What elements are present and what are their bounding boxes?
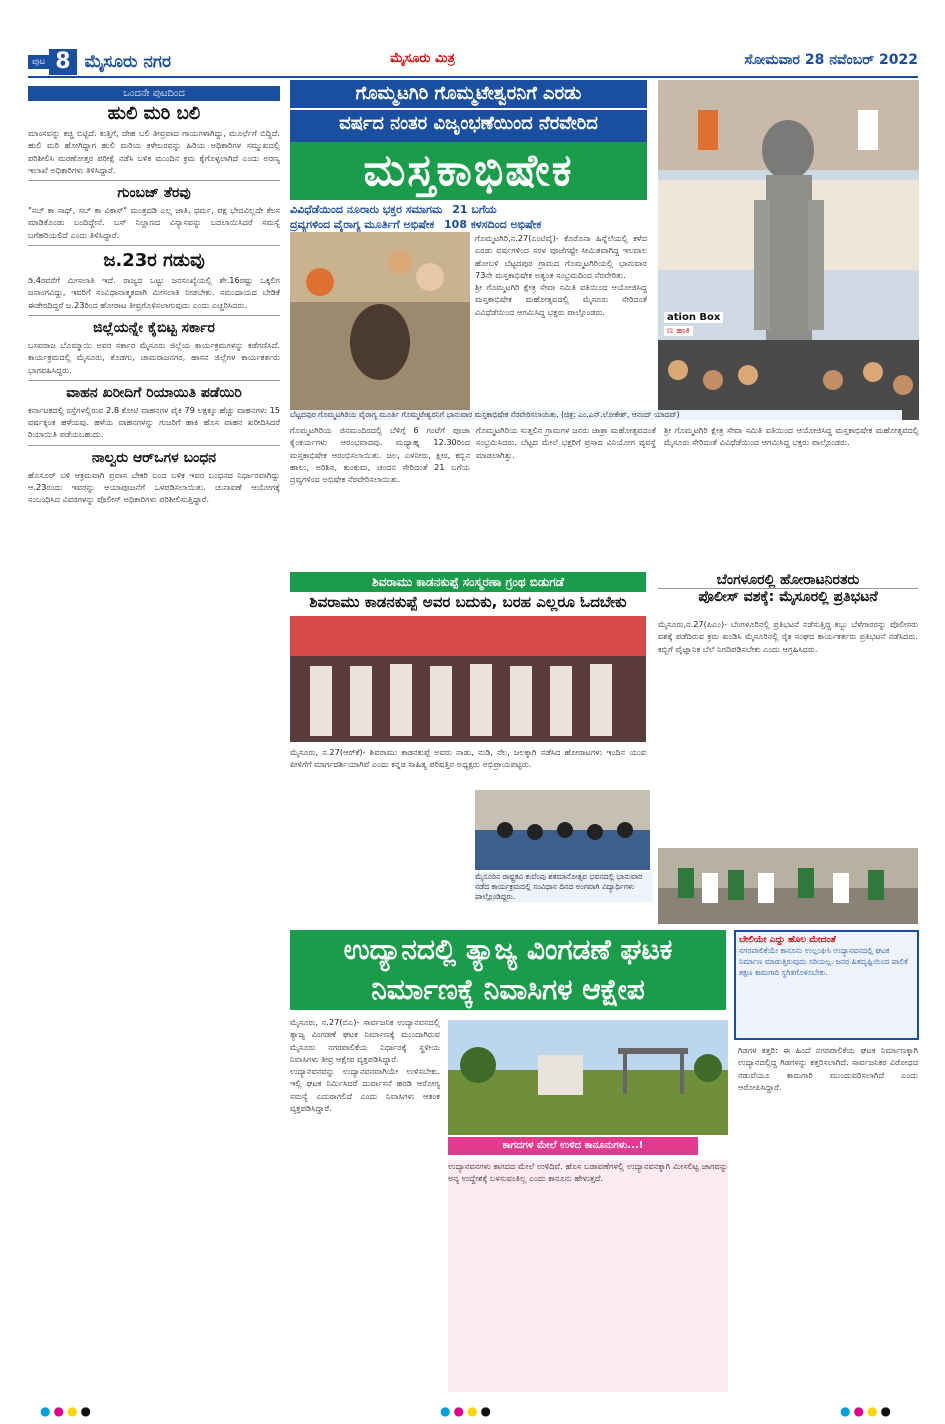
sidebar-text: ನಗರಪಾಲಿಕೆಯೇ ಕಾನೂನು ಉಲ್ಲಂಘಿಸಿ ಉದ್ಯಾನವನದಲ್ಲಿ ಘಟಕ ನಿರ್ಮಾಣ ಮಾಡುತ್ತಿರುವುದು ಸರಿಯಲ್ಲ. ಜನರ ಹಿತದೃಷ್ಟಿಯಿಂದ ಪಾಲಿಕೆ ತಕ್ಷಣ ಕಾಮಗಾರಿ ಸ್ಥಗಿತಗೊಳಿಸಬೇಕು. (739, 946, 908, 977)
udyana-headline-line1: ಉದ್ಯಾನದಲ್ಲಿ ತ್ಯಾಜ್ಯ ವಿಂಗಡಣೆ ಘಟಕ (343, 933, 673, 966)
udyana-col1 (290, 1016, 440, 1392)
registration-dots-right: ●●●● (840, 1404, 894, 1418)
park-photo (448, 1020, 728, 1135)
udyana-col3 (738, 1044, 918, 1392)
main-story-col1 (475, 232, 647, 397)
section-name: ಮೈಸೂರು ನಗರ (84, 52, 171, 72)
udyana-headline-line2: ನಿರ್ಮಾಣಕ್ಕೆ ನಿವಾಸಿಗಳ ಆಕ್ಷೇಪ (371, 973, 645, 1006)
story-body: ಗೊಮ್ಮಟಗಿರಿ,ನ.27(ಎಂಟಿವೈ)- ಕೊರೊನಾ ಹಿನ್ನೆಲೆಯಲ್ಲಿ ಕಳೆದ ಎರಡು ವರ್ಷಗಳಿಂದ ಸರಳ ಪೂಜೆಗಷ್ಟೇ ಸೀಮಿತವಾಗಿದ್ದ ಇಲವಾಲ ಹೋಬಳಿ ಬೆಟ್ಟದಪುರ ಗ್ರಾಮದ ಗೊಮ್ಮಟಗಿರಿಯಲ್ಲಿ ಭಾನುವಾರ 73ನೇ ಮಸ್ತಕಾಭಿಷೇಕ ಅತ್ಯಂತ ಸಂಭ್ರಮದಿಂದ ನೆರವೇರಿತು. (475, 233, 647, 280)
bengaluru-headline (658, 572, 918, 605)
story-body: ಕರ್ನಾಟಕದಲ್ಲಿ ರಸ್ತೆಗಳಲ್ಲಿರುವ 2.8 ಕೋಟಿ ವಾಹನಗಳ ಪೈಕಿ 79 ಲಕ್ಷಕ್ಕೂ ಹೆಚ್ಚು ವಾಹನಗಳು 15 ವರ್ಷಕ್ಕಿಂತ ಹಳೆಯವು. ಹಳೆಯ ವಾಹನಗಳನ್ನು ಗುಜರಿಗೆ ಹಾಕಿ ಹೊಸ ವಾಹನ ಖರೀದಿಸಿದರೆ ರಿಯಾಯಿತಿ ಪಡೆಯಬಹುದು. (28, 404, 280, 440)
continued-tag: ಒಂದನೇ ಪುಟದಿಂದ (28, 86, 280, 101)
story-body: ಶ್ರೀ ಗೊಮ್ಮಟಗಿರಿ ಕ್ಷೇತ್ರ ಸೇವಾ ಸಮಿತಿ ವತಿಯಿಂದ ಆಯೋಜಿಸಿದ್ದ ಮಸ್ತಕಾಭಿಷೇಕ ಮಹೋತ್ಸವದಲ್ಲಿ ಮೈಸೂರು ಸೇರಿದಂತೆ ವಿವಿಧೆಡೆಯಿಂದ ಆಗಮಿಸಿದ್ದ ಭಕ್ತರು ಪಾಲ್ಗೊಂಡರು. (475, 282, 647, 317)
main-deck (290, 202, 647, 232)
udyana-col2 (448, 1160, 728, 1392)
story-body: ಉದ್ಯಾನವನಗಳು ಕಾಗದದ ಮೇಲೆ ಉಳಿದಿವೆ. ಹೊಸ ಬಡಾವಣೆಗಳಲ್ಲಿ ಉದ್ಯಾನವನಕ್ಕಾಗಿ ಮೀಸಲಿಟ್ಟ ಜಾಗವನ್ನು ಅನ್ಯ ಉದ್ದೇಶಕ್ಕೆ ಬಳಸುವಂತಿಲ್ಲ ಎಂದು ಕಾನೂನು ಹೇಳುತ್ತದೆ. (448, 1161, 728, 1184)
deck-item: ದ್ರವ್ಯಗಳಿಂದ ವೈರಾಗ್ಯ ಮೂರ್ತಿಗೆ ಅಭಿಷೇಕ (290, 218, 435, 231)
shivarama-kicker: ಶಿವರಾಮು ಕಾಡನಕುಪ್ಪೆ ಸಂಸ್ಮರಣಾ ಗ್ರಂಥ ಬಿಡುಗಡೆ (290, 572, 646, 592)
main-story-col4 (664, 424, 919, 564)
story-body: ಮೈಸೂರು, ನ.27(ಆರ್‌ಕೆ)- ಶಿವರಾಮು ಕಾಡನಕುಪ್ಪೆ ಅವರು ನಾಡು, ನುಡಿ, ನೆಲ, ಜಲಕ್ಕಾಗಿ ನಡೆಸಿದ ಹೋರಾಟಗಳು ಇಂದಿನ ಯುವ ಪೀಳಿಗೆಗೆ ಮಾರ್ಗದರ್ಶಿಯಾಗಿವೆ ಎಂದು ಕನ್ನಡ ಸಾಹಿತ್ಯ ಪರಿಷತ್ತಿನ ಅಧ್ಯಕ್ಷರು ಅಭಿಪ್ರಾಯಪಟ್ಟರು. (290, 747, 646, 770)
registration-dots-left: ●●●● (40, 1404, 94, 1418)
story-body: ಗೊಮ್ಮಟಗಿರಿಯ ಜಿನಮಂದಿರದಲ್ಲಿ ಬೆಳಿಗ್ಗೆ 6 ಗಂಟೆಗೆ ಪೂಜಾ ಕೈಂಕರ್ಯಗಳು ಆರಂಭವಾದವು. ಮಧ್ಯಾಹ್ನ 12.30ರಿಂದ ಮಸ್ತಕಾಭಿಷೇಕ ಆರಂಭಿಸಲಾಯಿತು. ಜಲ, ಎಳನೀರು, ಕ್ಷೀರ, ಕಬ್ಬಿನ ಹಾಲು, ಅರಿಶಿನ, ಕುಂಕುಮ, ಚಂದನ ಸೇರಿದಂತೆ 21 ಬಗೆಯ ದ್ರವ್ಯಗಳಿಂದ ಅಭಿಷೇಕ ನೆರವೇರಿಸಲಾಯಿತು. (290, 425, 470, 485)
protest-photo (658, 848, 918, 924)
udyana-headline (290, 930, 726, 1010)
story-body: ಡಿ.4ರವರೆಗೆ ಮೀಸಲಾತಿ ಇದೆ. ರಾಜ್ಯದ ಒಟ್ಟು ಜನಸಂಖ್ಯೆಯಲ್ಲಿ ಶೇ.16ರಷ್ಟು ಒಕ್ಕಲಿಗ ಜನಾಂಗವಿದ್ದು, ಇವರಿಗೆ ಸಂವಿಧಾನಾತ್ಮಕವಾಗಿ ಮೀಸಲಾತಿ ನೀಡಬೇಕು. ಸಮುದಾಯದ ಬೇಡಿಕೆ ಈಡೇರದಿದ್ದರೆ ಜ.23ರಿಂದ ಹೋರಾಟ ತೀವ್ರಗೊಳಿಸಲಾಗುವುದು ಎಂದು ಎಚ್ಚರಿಸಿದರು. (28, 275, 280, 310)
story-body: ಉದ್ಯಾನವನವನ್ನು ಉದ್ಯಾನವನವಾಗಿಯೇ ಉಳಿಸಬೇಕು. ಇಲ್ಲಿ ಘಟಕ ನಿರ್ಮಿಸಿದರೆ ದುರ್ವಾಸನೆ ಹರಡಿ ಆರೋಗ್ಯ ಸಮಸ್ಯೆ ಎದುರಾಗಲಿದೆ ಎಂದು ನಿವಾಸಿಗಳು ಆತಂಕ ವ್ಯಕ್ತಪಡಿಸಿದ್ದಾರೆ. (290, 1066, 440, 1114)
main-story-col2 (290, 424, 470, 564)
bengaluru-headline-line2: ಪೊಲೀಸ್ ವಶಕ್ಕೆ: ಮೈಸೂರಲ್ಲಿ ಪ್ರತಿಭಟನೆ (658, 588, 918, 605)
main-headline (290, 80, 647, 142)
page-header (28, 48, 918, 76)
story-body: ಶ್ರೀ ಗೊಮ್ಮಟಗಿರಿ ಕ್ಷೇತ್ರ ಸೇವಾ ಸಮಿತಿ ವತಿಯಿಂದ ಆಯೋಜಿಸಿದ್ದ ಮಸ್ತಕಾಭಿಷೇಕ ಮಹೋತ್ಸವದಲ್ಲಿ ಮೈಸೂರು ಸೇರಿದಂತೆ ವಿವಿಧೆಡೆಯಿಂದ ಆಗಮಿಸಿದ್ದ ಭಕ್ತರು ಪಾಲ್ಗೊಂಡರು. (664, 425, 919, 448)
divider (28, 245, 280, 246)
registration-dots-center: ●●●● (440, 1404, 494, 1418)
ritual-photo (290, 232, 470, 410)
divider (28, 445, 280, 446)
story-body: ಮಾಂಸವನ್ನು ಕಚ್ಚಿ ಬಿಟ್ಟಿದೆ. ಕುತ್ತಿಗೆ, ದೇಹ ಬಲಿ ತೀವ್ರವಾದ ಗಾಯಗಳಾಗಿದ್ದು, ಮೂರ್ಛೆಗೆ ಬಿದ್ದಿದೆ. ಹುಲಿ ಮರಿ ಹೋಗಿದ್ದಾಗ ಹುಲಿ ಮರಿಯ ಕಳೇಬರವನ್ನು ಹಿರಿಯ ಅಧಿಕಾರಿಗಳ ಸಮ್ಮುಖದಲ್ಲಿ ಪರಿಶೀಲಿಸಿ ಮರಣೋತ್ತರ ಪರೀಕ್ಷೆ ನಡೆಸಿ ಬಳಿಕ ಮುಂದಿನ ಕ್ರಮ ಕೈಗೊಳ್ಳಲಾಗಿದೆ ಎಂದು ಅರಣ್ಯ ಇಲಾಖೆ ಅಧಿಕಾರಿಗಳು ತಿಳಿಸಿದ್ದಾರೆ. (28, 128, 280, 175)
deck-item: 21 ಬಗೆಯ (452, 203, 497, 216)
page-number: 8 (49, 49, 76, 75)
story-body: ಮೈಸೂರು,ನ.27(ಪಿಎಂ)- ಬೆಂಗಳೂರಿನಲ್ಲಿ ಪ್ರತಿಭಟನೆ ನಡೆಸುತ್ತಿದ್ದ ಕಬ್ಬು ಬೆಳೆಗಾರರನ್ನು ಪೊಲೀಸರು ವಶಕ್ಕೆ ಪಡೆದಿರುವ ಕ್ರಮ ಖಂಡಿಸಿ ಮೈಸೂರಿನಲ್ಲಿ ರೈತ ಸಂಘದ ಕಾರ್ಯಕರ್ತರು ಪ್ರತಿಭಟನೆ ನಡೆಸಿದರು. ಕಬ್ಬಿಗೆ ವೈಜ್ಞಾನಿಕ ಬೆಲೆ ನಿಗದಿಪಡಿಸಬೇಕು ಎಂದು ಆಗ್ರಹಿಸಿದರು. (658, 619, 918, 654)
divider (28, 180, 280, 181)
udyana-subhead: ಕಾಗದಗಳ ಮೇಲೆ ಉಳಿದ ಕಾನೂನುಗಳು...! (448, 1137, 698, 1155)
left-column (28, 86, 280, 1392)
issue-date: ಸೋಮವಾರ 28 ನವೆಂಬರ್ 2022 (744, 52, 918, 68)
bengaluru-headline-line1: ಬೆಂಗಳೂರಲ್ಲಿ ಹೋರಾಟನಿರತರು (716, 572, 860, 588)
story-title: ಹುಲಿ ಮರಿ ಬಲಿ (107, 103, 201, 124)
shivarama-headline: ಶಿವರಾಮು ಕಾಡನಕುಪ್ಪೆ ಅವರ ಬದುಕು, ಬರಹ ಎಲ್ಲರೂ ಓದಬೇಕು (309, 593, 627, 611)
story-title: ಜಿಲ್ಲೆಯನ್ನೇ ಕೈಬಿಟ್ಟ ಸರ್ಕಾರ (93, 319, 215, 336)
main-headline-line2: ವರ್ಷದ ನಂತರ ವಿಜೃಂಭಣೆಯಿಂದ ನೆರವೇರಿದ (290, 108, 647, 138)
samvidhana-photo (475, 790, 650, 870)
main-headline-line1: ಗೊಮ್ಮಟಗಿರಿ ಗೊಮ್ಮಟೇಶ್ವರನಿಗೆ ಎರಡು (355, 83, 582, 104)
book-release-photo (290, 616, 646, 742)
divider (28, 315, 280, 316)
story-title: ಗುಂಬಜ್ ತೆರವು (117, 185, 191, 202)
story-body: ಗಿಡಗಳ ಕತ್ತರಿ: ಈ ಹಿಂದೆ ನಗರಪಾಲಿಕೆಯ ಘಟಕ ನಿರ್ಮಾಣಕ್ಕಾಗಿ ಉದ್ಯಾನದಲ್ಲಿದ್ದ ಗಿಡಗಳನ್ನು ಕತ್ತರಿಸಲಾಗಿದೆ. ಸಾರ್ವಜನಿಕರ ವಿರೋಧದ ನಡುವೆಯೂ ಕಾಮಗಾರಿ ಮುಂದುವರಿಸಲಾಗಿದೆ ಎಂದು ಆರೋಪಿಸಿದ್ದಾರೆ. (738, 1045, 918, 1092)
story-body: ಮೈಸೂರು, ನ.27(ಬಿಎ)- ಸಾರ್ವಜನಿಕ ಉದ್ಯಾನವನದಲ್ಲಿ ತ್ಯಾಜ್ಯ ವಿಂಗಡಣೆ ಘಟಕ ನಿರ್ಮಾಣಕ್ಕೆ ಮುಂದಾಗಿರುವ ಮೈಸೂರು ನಗರಪಾಲಿಕೆಯ ನಿರ್ಧಾರಕ್ಕೆ ಸ್ಥಳೀಯ ನಿವಾಸಿಗಳು ತೀವ್ರ ಆಕ್ಷೇಪ ವ್ಯಕ್ತಪಡಿಸಿದ್ದಾರೆ. (290, 1017, 440, 1064)
donation-box-label-2: ಣ ಹಾಕಿ (664, 326, 693, 336)
header-rule (28, 76, 918, 78)
photo-caption: ಬೆಟ್ಟದಪುರ ಗೊಮ್ಮಟಗಿರಿಯ ವೈರಾಗ್ಯ ಮೂರ್ತಿ ಗೊಮ್ಮಟೇಶ್ವರನಿಗೆ ಭಾನುವಾರ ಮಸ್ತಕಾಭಿಷೇಕ ನೆರವೇರಿಸಲಾಯಿತು. (ಚಿತ್ರ: ಎಂ.ಎನ್.ಲೋಕೇಶ್, ಆನಂದ್ ಯಾದವ್) (290, 410, 902, 420)
sidebar-title: ಬೇಲಿಯೇ ಎದ್ದು ಹೊಲ ಮೇದಂತೆ (739, 935, 836, 945)
story-title: ನಾಲ್ವರು ಆರ್‌ಒಗಳ ಬಂಧನ (91, 449, 217, 466)
story-body: "ಸಬ್ ಕಾ ಸಾಥ್, ಸಬ್ ಕಾ ವಿಕಾಸ್" ಮಂತ್ರದಡಿ ಎಲ್ಲ ಜಾತಿ, ಧರ್ಮ, ಪಕ್ಷ ಭೇದವಿಲ್ಲದೇ ಕೆಲಸ ಮಾಡಿಕೊಂಡು ಬಂದಿದ್ದೇನೆ. ಬಸ್ ನಿಲ್ದಾಣದ ವಿನ್ಯಾಸವನ್ನು ಬದಲಾಯಿಸಿದರೆ ಸಮಸ್ಯೆ ಬಗೆಹರಿಯಲಿದೆ ಎಂದು ತಿಳಿಸಿದ್ದಾರೆ. (28, 205, 280, 240)
divider (28, 380, 280, 381)
udyana-sidebar (734, 930, 919, 1040)
story-title: ವಾಹನ ಖರೀದಿಗೆ ರಿಯಾಯಿತಿ ಪಡೆಯಿರಿ (66, 384, 242, 401)
story-body: ಗೊಮ್ಮಟಗಿರಿಯ ಸುತ್ತಲಿನ ಗ್ರಾಮಗಳ ಜನರು ಜಾತ್ರಾ ಮಹೋತ್ಸವದಂತೆ ಸಂಭ್ರಮಿಸಿದರು. ಬೆಟ್ಟದ ಮೇಲೆ ಭಕ್ತರಿಗೆ ಪ್ರಸಾದ ವಿನಿಯೋಗ ವ್ಯವಸ್ಥೆ ಮಾಡಲಾಗಿತ್ತು. (476, 425, 656, 460)
masthead: ಮೈಸೂರು ಮಿತ್ರ (390, 51, 455, 66)
page-label: ಪುಟ (28, 55, 49, 69)
statue-photo-large (658, 80, 919, 420)
bengaluru-body (658, 618, 918, 846)
deck-item: ವಿವಿಧೆಡೆಯಿಂದ ನೂರಾರು ಭಕ್ತರ ಸಮಾಗಮ (290, 203, 443, 216)
deck-item: 108 ಕಳಸದಿಂದ ಅಭಿಷೇಕ (444, 218, 542, 231)
donation-box-label: ation Box (664, 312, 723, 323)
photo-caption: ಮೈಸೂರಿನ ರಾಷ್ಟ್ರಕವಿ ಕುವೆಂಪು ಶತಮಾನೋತ್ಸವ ಭವನದಲ್ಲಿ ಭಾನುವಾರ ನಡೆದ ಕಾರ್ಯಕ್ರಮದಲ್ಲಿ ಸಂವಿಧಾನ ದಿನದ ಅಂಗವಾಗಿ ವಿದ್ಯಾರ್ಥಿಗಳು ಪಾಲ್ಗೊಂಡಿದ್ದರು. (475, 872, 653, 902)
main-headline-word: ಮಸ್ತಕಾಭಿಷೇಕ (290, 142, 647, 200)
main-story-col3 (476, 424, 656, 564)
story-title: ಜ.23ರ ಗಡುವು (103, 250, 205, 272)
story-body: ಬಸವರಾಜ ಬೊಮ್ಮಾಯಿ ಅವರ ಸರ್ಕಾರ ಮೈಸೂರು ಜಿಲ್ಲೆಯ ಕಾರ್ಯಕ್ರಮಗಳನ್ನು ಕಡೆಗಣಿಸಿದೆ. ಕಾರ್ಯಕ್ರಮದಲ್ಲಿ ಮೈಸೂರು, ಕೊಡಗು, ಚಾಮರಾಜನಗರ, ಹಾಸನ ಜಿಲ್ಲೆಗಳ ಕಾರ್ಯಕರ್ತರು ಭಾಗವಹಿಸಿದ್ದರು. (28, 339, 280, 375)
story-body: ಹೊಸೂರ್ ಬಳಿ ಆಕ್ರಮವಾಗಿ ಪ್ರವಾಸ ಬೇಕರಿ ಬಂದ ಬಳಿಕ ಇವರ ಬಂಧನದ ನಿರ್ಧಾರವಾಗಿದ್ದು ಆ.23ರಂದು ಇವರನ್ನು ಆಯಾಪೂಜನೆಗೆ ಒಳಪಡಿಸಲಾಯಿತು. ಚುನಾವಣೆ ಆಯೋಗಕ್ಕೆ ಸಂಬಂಧಿಸಿದ ವಿವರಗಳನ್ನು ಪೊಲೀಸ್ ಅಧಿಕಾರಿಗಳು ಪರಿಶೀಲಿಸುತ್ತಿದ್ದಾರೆ. (28, 469, 280, 505)
